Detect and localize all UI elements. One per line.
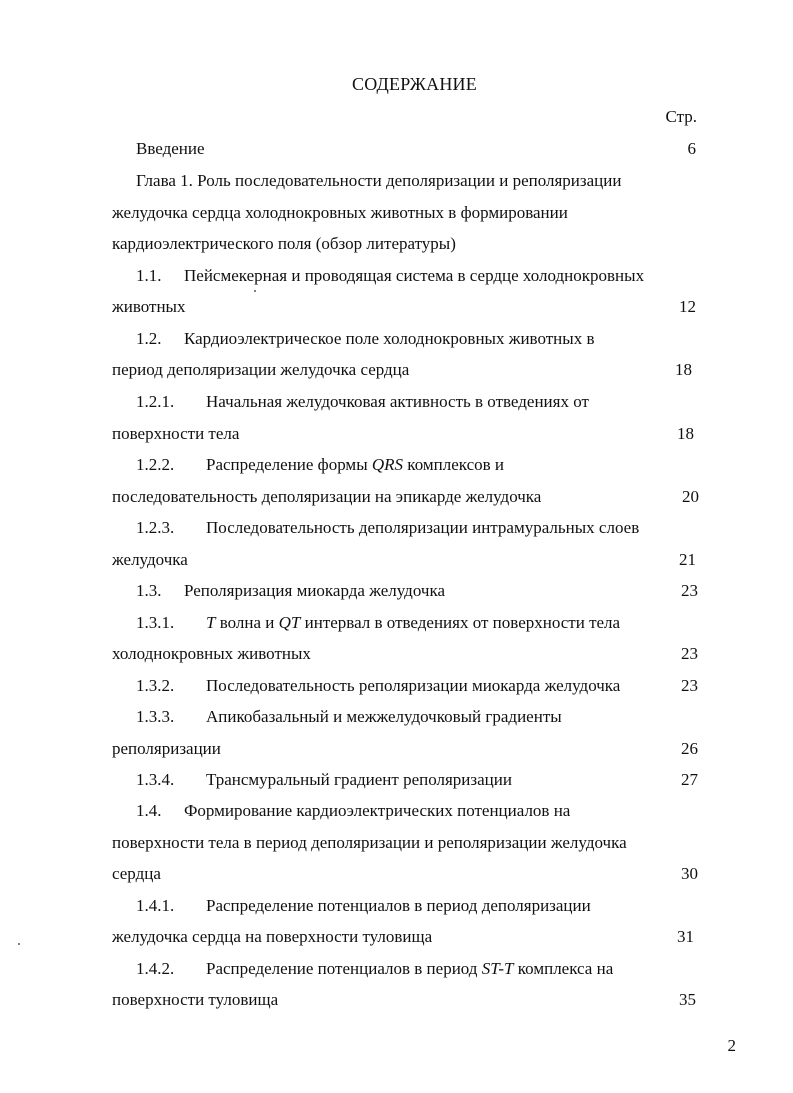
toc-text-italic: QT	[278, 613, 301, 632]
toc-line	[112, 927, 696, 951]
toc-number: 1.3.2.	[136, 676, 175, 695]
scan-speck	[18, 943, 20, 945]
toc-text-part: Распределение потенциалов в период	[206, 959, 482, 978]
toc-text: Реполяризация миокарда желудочка	[184, 581, 445, 600]
scan-speck	[254, 290, 256, 292]
toc-text: Глава 1. Роль последовательности деполяризации и реполяризации	[136, 171, 622, 190]
toc-page: 21	[679, 550, 696, 569]
toc-text-italic: QRS	[371, 455, 404, 474]
toc-number: 1.1.	[136, 266, 162, 285]
toc-line[interactable]	[112, 896, 696, 920]
toc-line[interactable]	[112, 139, 696, 163]
toc-text	[206, 613, 620, 633]
toc-page: 26	[681, 739, 698, 758]
toc-text: Последовательность реполяризации миокарда желудочка	[206, 676, 621, 695]
toc-text: период деполяризации желудочка сердца	[112, 360, 410, 379]
toc-line	[112, 203, 696, 227]
toc-line	[112, 234, 696, 258]
toc-line	[112, 644, 696, 668]
toc-line[interactable]	[112, 455, 696, 479]
toc-line[interactable]	[112, 329, 696, 353]
toc-text-italic: T	[206, 613, 216, 632]
toc-page: 23	[681, 644, 698, 663]
toc-text-part: Распределение формы	[206, 455, 372, 474]
toc-page: 30	[681, 864, 698, 883]
toc-text: Трансмуральный градиент реполяризации	[206, 770, 512, 789]
toc-text	[206, 959, 613, 979]
toc-text: последовательность деполяризации на эпикарде желудочка	[112, 487, 542, 506]
toc-text: животных	[112, 297, 186, 316]
toc-text: Распределение потенциалов в период деполяризации	[206, 896, 591, 915]
toc-text: кардиоэлектрического поля (обзор литературы)	[112, 234, 456, 253]
toc-text: Последовательность деполяризации интрамуральных слоев	[206, 518, 640, 537]
toc-page: 31	[677, 927, 694, 946]
toc-line	[112, 297, 696, 321]
toc-text: желудочка сердца на поверхности туловища	[112, 927, 433, 946]
page-number: 2	[727, 1036, 736, 1055]
toc-text: Введение	[136, 139, 205, 158]
toc-line[interactable]	[112, 518, 696, 542]
toc-line	[112, 550, 696, 574]
toc-number: 1.4.1.	[136, 896, 175, 915]
toc-text: Кардиоэлектрическое поле холоднокровных животных в	[184, 329, 595, 348]
toc-page: 23	[681, 676, 698, 695]
toc-text: желудочка	[112, 550, 188, 569]
toc-line[interactable]	[112, 581, 696, 605]
toc-page: 12	[679, 297, 696, 316]
toc-line	[112, 990, 696, 1014]
toc-text: желудочка сердца холоднокровных животных в формировании	[112, 203, 568, 222]
toc-line[interactable]	[112, 613, 696, 637]
page-column-label: Стр.	[665, 107, 697, 126]
toc-line	[112, 360, 696, 384]
toc-line[interactable]	[112, 959, 696, 983]
toc-text: Начальная желудочковая активность в отведениях от	[206, 392, 589, 411]
toc-line	[112, 833, 696, 857]
toc-number: 1.4.2.	[136, 959, 175, 978]
toc-number: 1.2.	[136, 329, 162, 348]
toc-line[interactable]	[112, 266, 696, 290]
toc-page: 20	[682, 487, 699, 506]
toc-number: 1.3.3.	[136, 707, 175, 726]
toc-text: Пейсмекерная и проводящая система в сердце холоднокровных	[184, 266, 645, 285]
toc-line	[112, 487, 699, 511]
toc-page: 18	[677, 424, 694, 443]
toc-page: 35	[679, 990, 696, 1009]
toc-text: сердца	[112, 864, 161, 883]
toc-page: 6	[687, 139, 696, 158]
toc-text: реполяризации	[112, 739, 221, 758]
page-title: СОДЕРЖАНИЕ	[352, 74, 477, 94]
toc-number: 1.3.4.	[136, 770, 175, 789]
toc-line[interactable]	[112, 676, 696, 700]
toc-number: 1.2.1.	[136, 392, 175, 411]
toc-text: Апикобазальный и межжелудочковый градиенты	[206, 707, 562, 726]
toc-line[interactable]	[112, 770, 696, 794]
toc-text	[206, 455, 504, 475]
toc-text: поверхности тела в период деполяризации и реполяризации желудочка	[112, 833, 627, 852]
toc-page: 27	[681, 770, 698, 789]
toc-text-italic: ST-T	[481, 959, 514, 978]
toc-number: 1.2.3.	[136, 518, 175, 537]
toc-number: 1.2.2.	[136, 455, 175, 474]
toc-text: поверхности тела	[112, 424, 240, 443]
toc-text: поверхности туловища	[112, 990, 279, 1009]
toc-text: холоднокровных животных	[112, 644, 311, 663]
toc-text-part: комплекса на	[513, 959, 614, 978]
toc-number: 1.4.	[136, 801, 162, 820]
toc-text-part: волна и	[215, 613, 279, 632]
toc-line[interactable]	[112, 392, 696, 416]
toc-line[interactable]	[112, 171, 696, 195]
toc-text: Формирование кардиоэлектрических потенциалов на	[184, 801, 571, 820]
toc-text-part: комплексов и	[403, 455, 505, 474]
toc-line	[112, 424, 696, 448]
toc-line	[112, 739, 696, 763]
toc-line[interactable]	[112, 801, 696, 825]
toc-page: 23	[681, 581, 698, 600]
toc-text-part: интервал в отведениях от поверхности тела	[300, 613, 621, 632]
toc-line	[112, 864, 696, 888]
toc-line[interactable]	[112, 707, 696, 731]
toc-page: 18	[675, 360, 692, 379]
toc-number: 1.3.	[136, 581, 162, 600]
toc-number: 1.3.1.	[136, 613, 175, 632]
